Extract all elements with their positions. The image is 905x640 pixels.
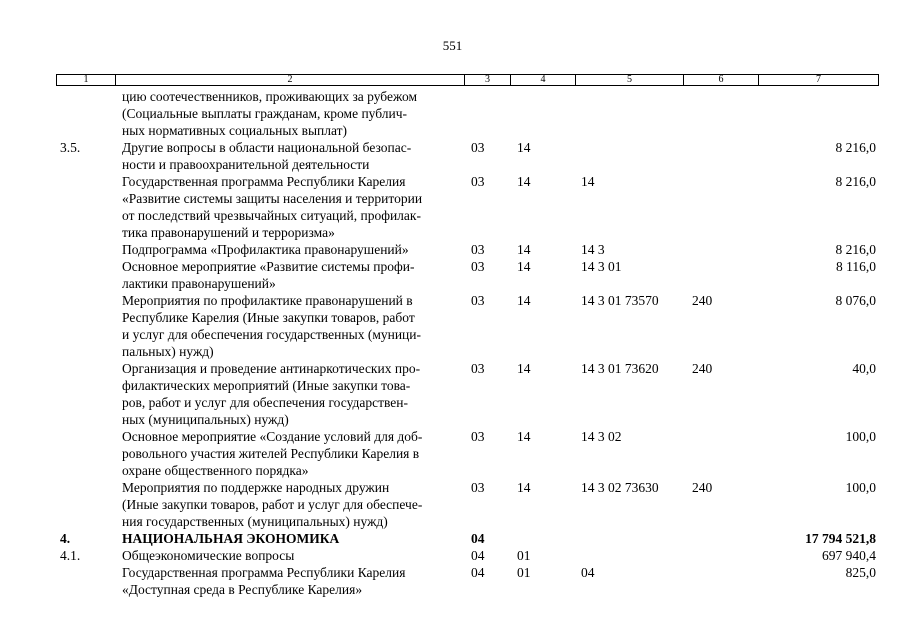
- row-subsection: 01: [517, 548, 531, 563]
- row-subsection: 14: [517, 242, 531, 257]
- row-section: 03: [471, 361, 485, 376]
- row-description-line: Республике Карелия (Иные закупки товаров, работ: [122, 310, 415, 325]
- row-subsection: 14: [517, 480, 531, 495]
- row-description-line: Основное мероприятие «Создание условий для доб-: [122, 429, 423, 444]
- row-description-line: «Развитие системы защиты населения и территории: [122, 191, 423, 206]
- row-description-line: Мероприятия по профилактике правонарушений в: [122, 293, 413, 308]
- row-expense-type: 240: [692, 293, 713, 308]
- header-cell-1: 1: [56, 74, 115, 86]
- row-amount: 825,0: [845, 565, 876, 580]
- row-subsection: 14: [517, 174, 531, 189]
- row-number: 3.5.: [60, 140, 81, 155]
- row-description-line: Государственная программа Республики Карелия: [122, 565, 406, 580]
- row-description-line: ности и правоохранительной деятельности: [122, 157, 370, 172]
- row-section: 04: [471, 548, 485, 563]
- row-number: 4.: [60, 531, 71, 546]
- page-number: 551: [442, 38, 463, 53]
- header-cell-5: 5: [575, 74, 683, 86]
- row-target-article: 14 3: [581, 242, 605, 257]
- header-cell-6: 6: [683, 74, 758, 86]
- row-description-line: филактических мероприятий (Иные закупки това-: [122, 378, 411, 393]
- header-cell-3: 3: [464, 74, 510, 86]
- row-section: 03: [471, 480, 485, 495]
- row-amount: 8 076,0: [835, 293, 876, 308]
- row-description-line: Основное мероприятие «Развитие системы профи-: [122, 259, 415, 274]
- row-description-line: Государственная программа Республики Карелия: [122, 174, 406, 189]
- row-description-line: (Иные закупки товаров, работ и услуг для обеспече-: [122, 497, 423, 512]
- row-description-line: ных (муниципальных) нужд): [122, 412, 289, 427]
- row-expense-type: 240: [692, 480, 713, 495]
- row-target-article: 04: [581, 565, 595, 580]
- row-section: 03: [471, 293, 485, 308]
- row-description-line: Организация и проведение антинаркотических про-: [122, 361, 421, 376]
- row-description-line: от последствий чрезвычайных ситуаций, профилак-: [122, 208, 421, 223]
- row-description-line: ния государственных (муниципальных) нужд): [122, 514, 388, 529]
- row-section: 03: [471, 140, 485, 155]
- row-subsection: 14: [517, 361, 531, 376]
- row-description-line: ровольного участия жителей Республики Карелия в: [122, 446, 420, 461]
- header-cell-4: 4: [510, 74, 575, 86]
- row-amount: 8 116,0: [836, 259, 876, 274]
- row-number: 4.1.: [60, 548, 81, 563]
- row-amount: 8 216,0: [835, 242, 876, 257]
- row-description-line: охране общественного порядка»: [122, 463, 309, 478]
- row-subsection: 01: [517, 565, 531, 580]
- row-section: 03: [471, 242, 485, 257]
- row-section: 03: [471, 174, 485, 189]
- header-cell-7: 7: [758, 74, 879, 86]
- row-description-line: ных нормативных социальных выплат): [122, 123, 348, 138]
- row-amount: 40,0: [852, 361, 876, 376]
- row-description-line: Мероприятия по поддержке народных дружин: [122, 480, 390, 495]
- row-target-article: 14 3 01 73620: [581, 361, 659, 376]
- row-description-line: тика правонарушений и терроризма»: [122, 225, 335, 240]
- row-description-line: пальных) нужд): [122, 344, 214, 359]
- row-subsection: 14: [517, 259, 531, 274]
- row-subsection: 14: [517, 429, 531, 444]
- row-amount: 17 794 521,8: [805, 531, 876, 546]
- header-cell-2: 2: [115, 74, 464, 86]
- row-description-line: (Социальные выплаты гражданам, кроме публич-: [122, 106, 408, 121]
- row-target-article: 14 3 02 73630: [581, 480, 659, 495]
- row-expense-type: 240: [692, 361, 713, 376]
- row-amount: 8 216,0: [835, 174, 876, 189]
- row-description-line: «Доступная среда в Республике Карелия»: [122, 582, 363, 597]
- row-amount: 100,0: [845, 480, 876, 495]
- row-description-line: лактики правонарушений»: [122, 276, 276, 291]
- row-target-article: 14 3 01: [581, 259, 622, 274]
- row-amount: 100,0: [845, 429, 876, 444]
- row-description-line: НАЦИОНАЛЬНАЯ ЭКОНОМИКА: [122, 531, 340, 546]
- row-description-line: Подпрограмма «Профилактика правонарушений»: [122, 242, 409, 257]
- row-section: 04: [471, 565, 485, 580]
- row-section: 04: [471, 531, 485, 546]
- row-description-line: ров, работ и услуг для обеспечения государствен-: [122, 395, 408, 410]
- row-description-line: цию соотечественников, проживающих за рубежом: [122, 89, 418, 104]
- row-description-line: и услуг для обеспечения государственных (муници-: [122, 327, 422, 342]
- row-subsection: 14: [517, 140, 531, 155]
- row-description-line: Общеэкономические вопросы: [122, 548, 295, 563]
- row-target-article: 14: [581, 174, 595, 189]
- row-section: 03: [471, 259, 485, 274]
- row-subsection: 14: [517, 293, 531, 308]
- row-target-article: 14 3 01 73570: [581, 293, 659, 308]
- row-section: 03: [471, 429, 485, 444]
- row-target-article: 14 3 02: [581, 429, 622, 444]
- row-amount: 8 216,0: [835, 140, 876, 155]
- row-amount: 697 940,4: [822, 548, 876, 563]
- row-description-line: Другие вопросы в области национальной безопас-: [122, 140, 412, 155]
